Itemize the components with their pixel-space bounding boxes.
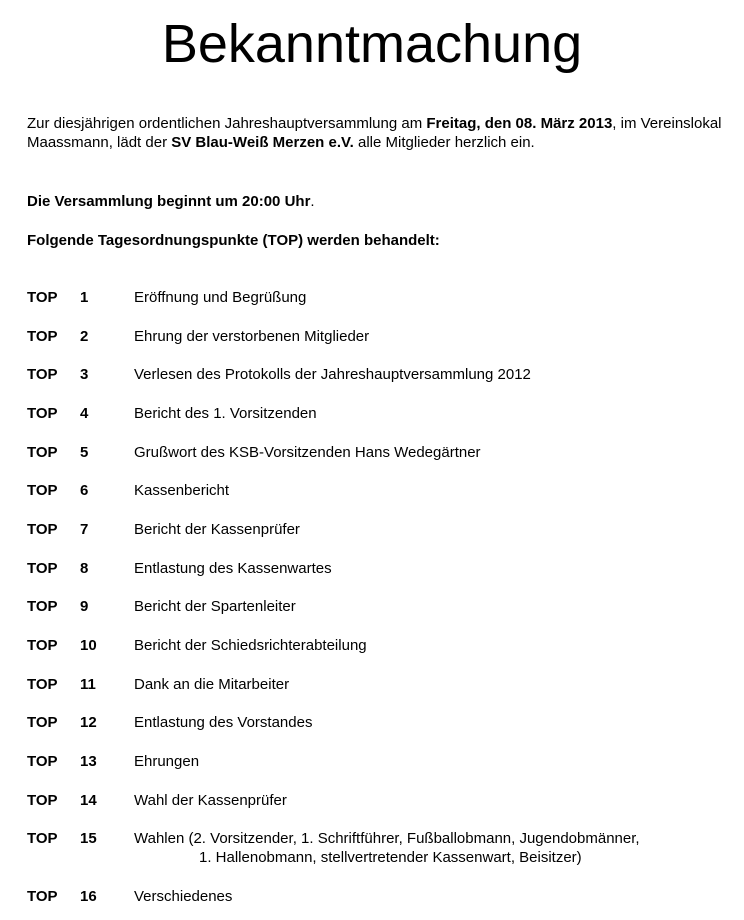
agenda-item-number: 2	[80, 328, 89, 345]
agenda-item-text: Bericht des 1. Vorsitzenden	[134, 405, 317, 422]
agenda-item-number: 11	[80, 676, 96, 693]
agenda-item-label: TOP	[27, 405, 58, 422]
agenda-item-number: 10	[80, 637, 97, 654]
agenda-item-number: 8	[80, 560, 89, 577]
club-name: SV Blau-Weiß Merzen e.V.	[171, 134, 354, 151]
agenda-item-label: TOP	[27, 753, 58, 770]
agenda-item-label: TOP	[27, 328, 58, 345]
agenda-item-label: TOP	[27, 714, 58, 731]
agenda-item-text: Ehrungen	[134, 753, 200, 770]
meeting-date: Freitag, den 08. März 2013	[426, 115, 613, 132]
intro-text-2: , im Vereinslokal Maassmann, lädt der	[27, 115, 722, 151]
agenda-item-number: 6	[80, 482, 89, 499]
agenda-item-text: Bericht der Kassenprüfer	[134, 521, 300, 538]
agenda-item-label: TOP	[27, 444, 58, 461]
agenda-item-text	[134, 829, 724, 867]
agenda-item-number: 3	[80, 366, 89, 383]
agenda-item-text: Entlastung des Kassenwartes	[134, 560, 332, 577]
agenda-item-text: Wahl der Kassenprüfer	[134, 792, 287, 809]
agenda-item-label: TOP	[27, 482, 58, 499]
agenda-item-text: Dank an die Mitarbeiter	[134, 676, 290, 693]
agenda-item-text-line2: 1. Hallenobmann, stellvertretender Kassenwart, Beisitzer)	[199, 849, 582, 866]
page-title: Bekanntmachung	[161, 14, 583, 74]
intro-text-3: alle Mitglieder herzlich ein.	[353, 134, 535, 151]
agenda-item-number: 5	[80, 444, 89, 461]
agenda-item-number: 16	[80, 888, 97, 905]
agenda-item-number: 9	[80, 598, 89, 615]
agenda-item-number: 1	[80, 289, 89, 306]
agenda-item-label: TOP	[27, 792, 58, 809]
intro-text-1: Zur diesjährigen ordentlichen Jahreshauptversammlung am	[27, 115, 427, 132]
agenda-item-number: 4	[80, 405, 89, 422]
agenda-item-number: 7	[80, 521, 89, 538]
agenda-item-text: Verlesen des Protokolls der Jahreshauptversammlung 2012	[134, 366, 531, 383]
agenda-item-text: Entlastung des Vorstandes	[134, 714, 313, 731]
agenda-item-text: Kassenbericht	[134, 482, 230, 499]
agenda-item-number: 13	[80, 753, 97, 770]
agenda-item-label: TOP	[27, 888, 58, 905]
agenda-item-label: TOP	[27, 560, 58, 577]
agenda-item-label: TOP	[27, 598, 58, 615]
agenda-item-text: Bericht der Schiedsrichterabteilung	[134, 637, 367, 654]
start-time-text: Die Versammlung beginnt um 20:00 Uhr	[27, 193, 311, 210]
agenda-heading: Folgende Tagesordnungspunkte (TOP) werden behandelt:	[27, 232, 440, 249]
agenda-item-number: 12	[80, 714, 97, 731]
start-time	[27, 192, 315, 211]
agenda-item-label: TOP	[27, 637, 58, 654]
agenda-item-text-line1: Wahlen (2. Vorsitzender, 1. Schriftführer, Fußballobmann, Jugendobmänner,	[134, 830, 640, 847]
start-time-suffix: .	[310, 193, 315, 210]
agenda-item-label: TOP	[27, 366, 58, 383]
agenda-item-text: Eröffnung und Begrüßung	[134, 289, 307, 306]
agenda-item-text: Bericht der Spartenleiter	[134, 598, 296, 615]
agenda-item-text: Verschiedenes	[134, 888, 233, 905]
agenda-item-label: TOP	[27, 289, 58, 306]
agenda-item-label: TOP	[27, 676, 58, 693]
agenda-item-number: 14	[80, 792, 97, 809]
agenda-item-number: 15	[80, 830, 97, 847]
intro-paragraph	[27, 114, 727, 152]
agenda-item-label: TOP	[27, 521, 58, 538]
agenda-item-label: TOP	[27, 830, 58, 847]
agenda-item-text: Ehrung der verstorbenen Mitglieder	[134, 328, 370, 345]
agenda-item-text: Grußwort des KSB-Vorsitzenden Hans Wedegärtner	[134, 444, 481, 461]
